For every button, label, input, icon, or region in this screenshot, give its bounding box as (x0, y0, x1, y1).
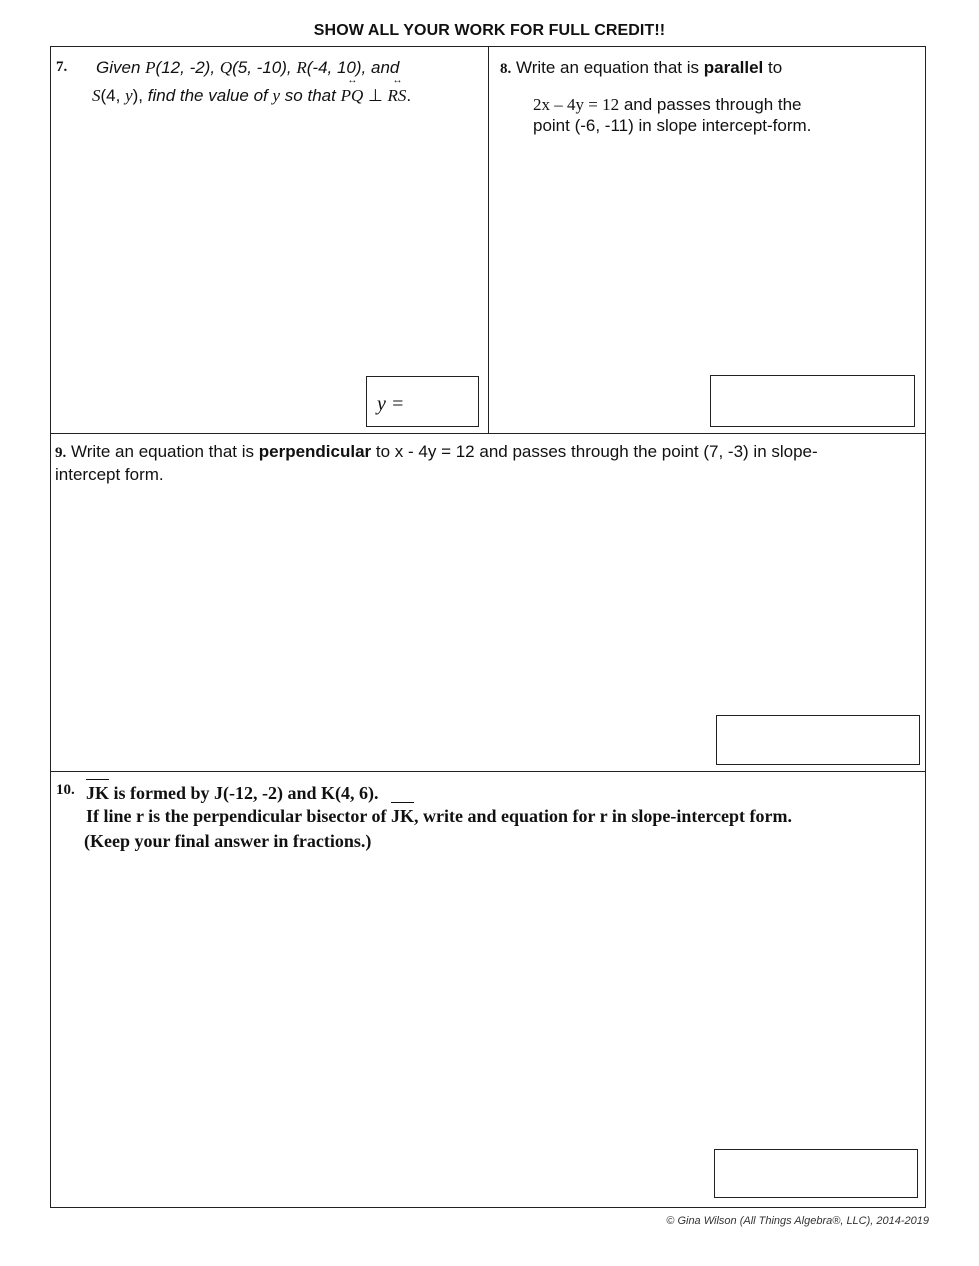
question-9-line-2: intercept form. (55, 465, 164, 484)
copyright-footer: © Gina Wilson (All Things Algebra®, LLC), 2014-2019 (666, 1215, 929, 1227)
question-10-number: 10. (56, 782, 75, 798)
question-10-line-2: If line r is the perpendicular bisector of JK, write and equation for r in slope-intercept form. (86, 806, 792, 826)
question-9 (55, 441, 920, 485)
perpendicular-symbol: ⊥ (367, 86, 383, 105)
question-9-line-1: 9. Write an equation that is perpendicular to x - 4y = 12 and passes through the point (7, -3) in slope- (55, 442, 818, 461)
segment-jk-2: JK (391, 806, 415, 826)
question-7-line-1: Given P(12, -2), Q(5, -10), R(-4, 10), and (96, 58, 400, 77)
vector-pq: ↔ PQ (340, 75, 364, 105)
question-8-line-2: 2x – 4y = 12 and passes through the (533, 95, 802, 114)
question-10-line-3: (Keep your final answer in fractions.) (84, 831, 372, 851)
answer-box-10[interactable] (714, 1149, 918, 1198)
question-10-line-1: JK is formed by J(-12, -2) and K(4, 6). (86, 783, 379, 803)
question-7-number: 7. (56, 59, 68, 75)
grid-divider-row-1 (50, 433, 926, 434)
grid-divider-vertical (488, 46, 489, 434)
question-8-line-3: point (-6, -11) in slope intercept-form. (533, 116, 812, 135)
answer-box-8[interactable] (710, 375, 915, 427)
question-8 (500, 57, 915, 136)
vector-rs: ↔ RS (387, 75, 407, 105)
answer-label-y: y = (377, 393, 405, 415)
worksheet-header: SHOW ALL YOUR WORK FOR FULL CREDIT!! (313, 22, 666, 39)
equation-8: 2x – 4y = 12 (533, 95, 620, 114)
answer-box-7[interactable] (366, 376, 479, 427)
question-7-line-2: S(4, y), find the value of y so that ↔ PQ ⊥ ↔ RS. (92, 75, 412, 105)
question-8-line-1: 8. Write an equation that is parallel to (500, 58, 783, 77)
segment-jk: JK (86, 783, 110, 803)
answer-box-9[interactable] (716, 715, 920, 765)
grid-divider-row-2 (50, 771, 926, 772)
